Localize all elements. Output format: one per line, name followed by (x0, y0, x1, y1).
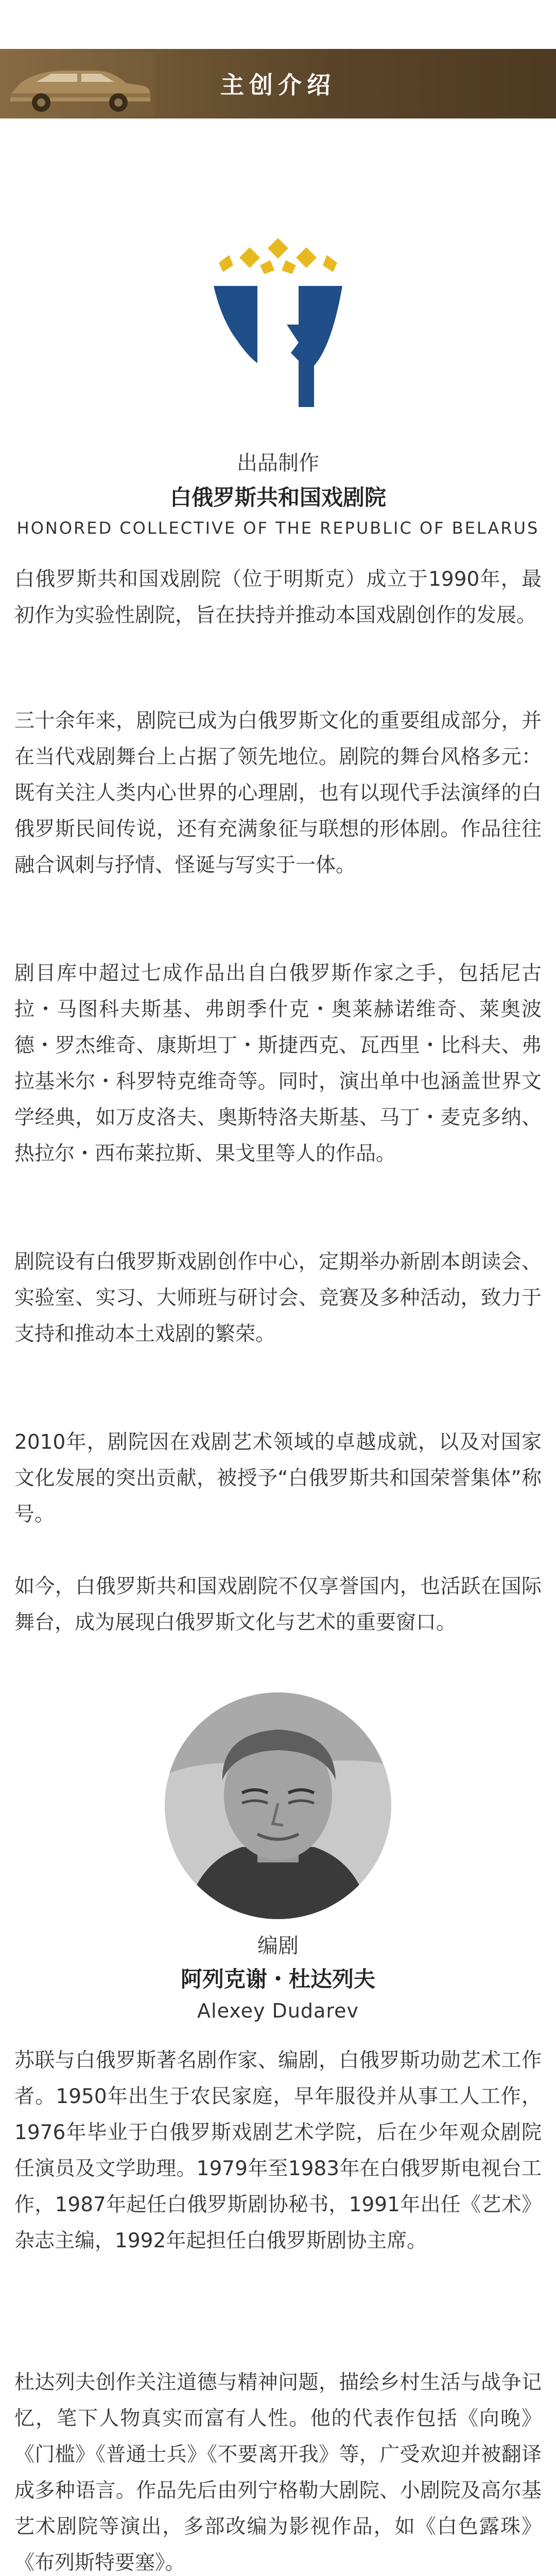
producer-name-en: HONORED COLLECTIVE OF THE REPUBLIC OF BELARUS (16, 518, 540, 538)
writer-paragraph: 苏联与白俄罗斯著名剧作家、编剧，白俄罗斯功勋艺术工作者。1950年出生于农民家庭，早年服役并从事工人工作，1976年毕业于白俄罗斯戏剧艺术学院，后在少年观众剧院任演员及文学助理。1979年至1983年在白俄罗斯电视台工作，1987年起任白俄罗斯剧协秘书，1991年出任《艺术》杂志主编，1992年起担任白俄罗斯剧协主席。 (14, 2049, 542, 2252)
producer-role-label: 出品制作 (237, 451, 319, 475)
section-banner (0, 49, 556, 118)
theatre-paragraph: 如今，白俄罗斯共和国戏剧院不仅享誉国内，也活跃在国际舞台，成为展现白俄罗斯文化与艺术的重要窗口。 (14, 1575, 542, 1634)
writer-paragraph: 杜达列夫创作关注道德与精神问题，描绘乡村生活与战争记忆，笔下人物真实而富有人性。他的代表作包括《向晚》《门槛》《普通士兵》《不要离开我》等，广受欢迎并被翻译成多种语言。作品先后由列宁格勒大剧院、小剧院及高尔基艺术剧院等演出，多部改编为影视作品，如《白色露珠》《布列斯特要塞》。 (14, 2371, 542, 2574)
writer-name: 阿列克谢・杜达列夫 (180, 1967, 375, 1992)
writer-portrait-photo (165, 1692, 391, 1919)
theatre-emblem-icon (208, 237, 348, 412)
writer-name-en: Alexey Dudarev (197, 1999, 359, 2022)
writer-role-label: 编剧 (257, 1934, 299, 1958)
producer-name: 白俄罗斯共和国戏剧院 (169, 485, 386, 510)
theatre-paragraph: 剧院设有白俄罗斯戏剧创作中心，定期举办新剧本朗读会、实验室、实习、大师班与研讨会、竞赛及多种活动，致力于支持和推动本土戏剧的繁荣。 (14, 1250, 542, 1346)
theatre-paragraph: 白俄罗斯共和国戏剧院（位于明斯克）成立于1990年，最初作为实验性剧院，旨在扶持并推动本国戏剧创作的发展。 (14, 568, 542, 627)
theatre-paragraph: 2010年，剧院因在戏剧艺术领域的卓越成就，以及对国家文化发展的突出贡献，被授予“白俄罗斯共和国荣誉集体”称号。 (14, 1431, 542, 1526)
theatre-paragraph: 剧目库中超过七成作品出自白俄罗斯作家之手，包括尼古拉・马图科夫斯基、弗朗季什克・奥莱赫诺维奇、莱奥波德・罗杰维奇、康斯坦丁・斯捷西克、瓦西里・比科夫、弗拉基米尔・科罗特克维奇等。同时，演出单中也涵盖世界文学经典，如万皮洛夫、奥斯特洛夫斯基、马丁・麦克多纳、热拉尔・西布莱拉斯、果戈里等人的作品。 (14, 962, 542, 1165)
section-title: 主创介绍 (220, 71, 336, 99)
theatre-paragraph: 三十余年来，剧院已成为白俄罗斯文化的重要组成部分，并在当代戏剧舞台上占据了领先地位。剧院的舞台风格多元：既有关注人类内心世界的心理剧，也有以现代手法演绎的白俄罗斯民间传说，还有充满象征与联想的形体剧。作品往往融合讽刺与抒情、怪诞与写实于一体。 (14, 709, 542, 877)
